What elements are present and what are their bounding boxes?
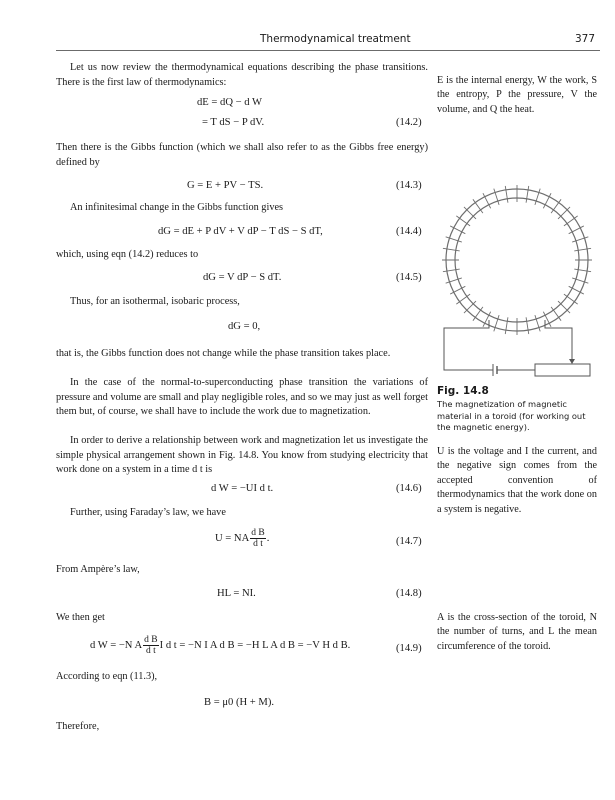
figure-label: Fig. 14.8 (437, 385, 489, 397)
equation-14-7-numerator: d B (251, 528, 265, 538)
variable-resistor (535, 364, 590, 376)
toroid-winding-turn (558, 207, 570, 219)
equation-14-9-fraction (143, 635, 158, 656)
toroid-winding-turn (505, 317, 508, 334)
page-number: 377 (575, 33, 596, 45)
equation-14-7-rhs: . (266, 532, 270, 544)
toroid-winding-turn (443, 269, 460, 272)
paragraph-8: In order to derive a relationship between work and magnetization let us investigate the simple physical arrangement shown in Fig. 14.8. You know from studying electricity that work done on a system in a time d t is (56, 435, 428, 476)
paragraph-11: We then get (56, 612, 105, 623)
equation-number-14-9: (14.9) (396, 643, 422, 654)
margin-note-toroid: A is the cross-section of the toroid, N the number of turns, and L the mean circumference of the toroid. (437, 612, 597, 652)
toroid-winding-turn (574, 248, 591, 251)
toroid-winding-turn (526, 317, 529, 334)
toroid-winding-turn (558, 301, 570, 313)
equation-number-14-5: (14.5) (396, 272, 422, 283)
equation-14-7-lhs: U = NA (215, 532, 250, 544)
circuit-right-wire (545, 320, 572, 360)
rheostat-slider-arrow (569, 359, 575, 364)
equation-number-14-7: (14.7) (396, 536, 422, 547)
paragraph-10: From Ampère’s law, (56, 564, 140, 575)
equation-14-9-rhs: I d t = −N I A d B = −H L A d B = −V H d B. (159, 639, 351, 651)
equation-number-14-2: (14.2) (396, 117, 422, 128)
paragraph-1: Let us now review the thermodynamical equations describing the phase transitions. There is the first law of thermodynamics: (56, 62, 428, 88)
paragraph-3: An infinitesimal change in the Gibbs function gives (70, 202, 284, 213)
toroid-winding-turn (505, 186, 508, 203)
toroid-winding-turn (574, 269, 591, 272)
equation-isothermal: dG = 0, (228, 321, 261, 332)
toroid-winding-turn (526, 186, 529, 203)
equation-14-7-fraction (250, 528, 265, 549)
equation-14-9-numerator: d B (144, 635, 158, 645)
circuit-left-wire (444, 320, 493, 370)
equation-number-14-3: (14.3) (396, 180, 422, 191)
equation-14-5: dG = V dP − S dT. (203, 272, 282, 283)
equation-14-9-denominator: d t (146, 646, 156, 656)
header-rule (56, 50, 600, 51)
equation-14-2-line-1: dE = dQ − d W (197, 97, 263, 108)
paragraph-13: Therefore, (56, 721, 100, 732)
margin-note-variables: E is the internal energy, W the work, S the entropy, P the pressure, V the volume, and Q the heat. (437, 75, 597, 115)
equation-14-3: G = E + PV − TS. (187, 180, 264, 191)
toroid-figure (437, 168, 597, 380)
paragraph-5: Thus, for an isothermal, isobaric process, (70, 296, 240, 307)
paragraph-9: Further, using Faraday’s law, we have (70, 507, 226, 518)
paragraph-12: According to eqn (11.3), (56, 671, 158, 682)
paragraph-7: In the case of the normal-to-superconducting phase transition the variations of pressure and volume are small and play negligible roles, and so we may just as well forget them but, of course, we shall have to include the work due to magnetization. (56, 377, 428, 418)
toroid-winding-turn (464, 301, 476, 313)
equation-11-3: B = μ0 (H + M). (204, 697, 275, 708)
equation-14-8: HL = NI. (217, 588, 256, 599)
equation-number-14-6: (14.6) (396, 483, 422, 494)
margin-note-voltage: U is the voltage and I the current, and the negative sign comes from the accepted convention of thermodynamics that the work done on a system is negative. (437, 446, 597, 515)
paragraph-2: Then there is the Gibbs function (which we shall also refer to as the Gibbs free energy) defined by (56, 142, 428, 168)
running-head: Thermodynamical treatment (260, 33, 411, 45)
toroid-winding-turn (464, 207, 476, 219)
paragraph-4: which, using eqn (14.2) reduces to (56, 249, 199, 260)
toroid-winding-turn (443, 248, 460, 251)
equation-number-14-4: (14.4) (396, 226, 422, 237)
figure-caption: The magnetization of magnetic material in a toroid (for working out the magnetic energy). (437, 399, 586, 433)
equation-14-7-denominator: d t (253, 539, 263, 549)
equation-14-4: dG = dE + P dV + V dP − T dS − S dT, (158, 226, 323, 237)
equation-14-9 (90, 635, 350, 656)
paragraph-6: that is, the Gibbs function does not change while the phase transition takes place. (56, 348, 391, 359)
equation-14-2-line-2: = T dS − P dV. (202, 117, 265, 128)
equation-14-6: d W = −UI d t. (211, 483, 274, 494)
equation-14-7 (215, 528, 269, 549)
equation-number-14-8: (14.8) (396, 588, 422, 599)
equation-14-9-lhs: d W = −N A (90, 639, 143, 651)
